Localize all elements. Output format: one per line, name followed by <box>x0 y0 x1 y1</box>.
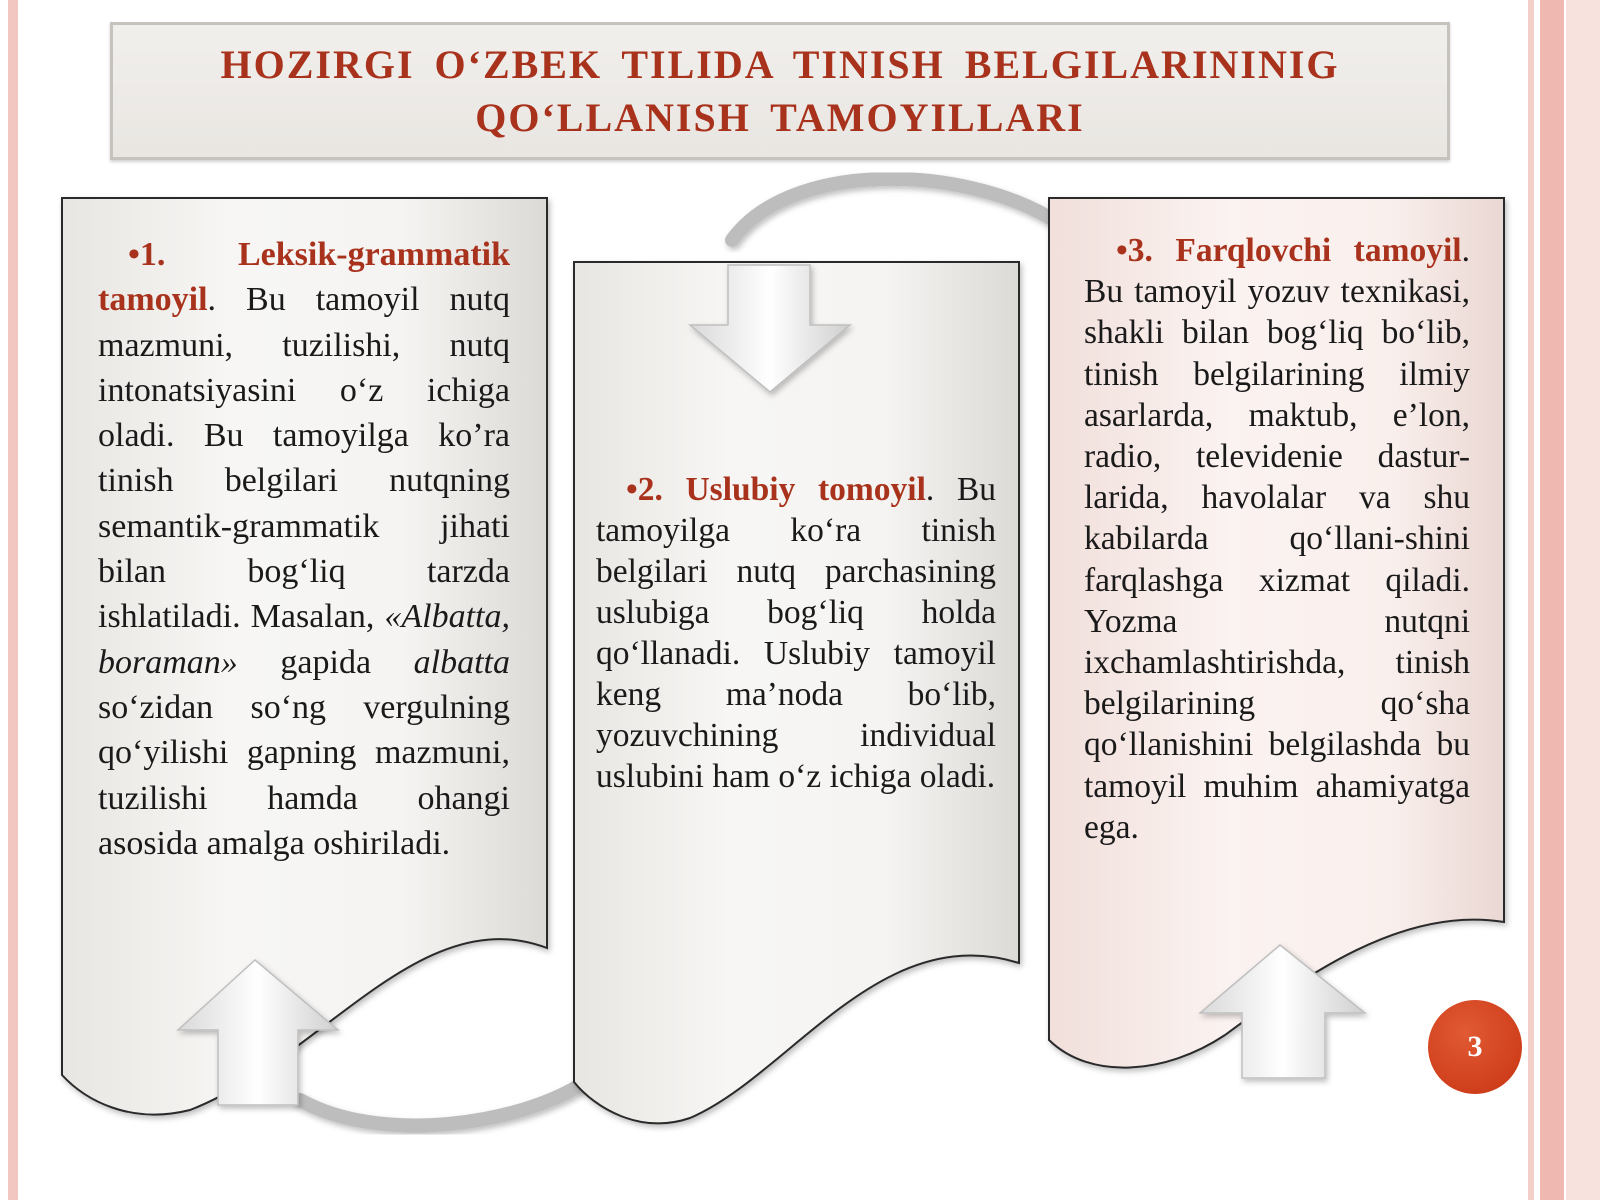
principle-1-example-word: albatta <box>413 643 510 681</box>
principle-3-text <box>1084 230 1470 848</box>
principle-1-text <box>98 232 510 866</box>
principle-2-body: . Bu tamoyilga ko‘ra tinish belgilari nutq parchasining uslubiga bog‘liq holda qo‘llanadi. Uslubiy tamoyil keng ma’noda bo‘lib, yozuvchining individual uslubini ham o‘z ichiga oladi. <box>596 471 996 795</box>
curved-connector-top <box>732 179 1050 240</box>
principle-1-example-quote: «Albatta, boraman» <box>98 598 510 681</box>
slide-title-line-2: QO‘LLANISH TAMOYILLARI <box>475 95 1085 140</box>
principle-1-body-b: gapida <box>237 643 414 681</box>
principle-1-body-c: so‘zidan so‘ng vergulning qo‘yilishi gapning mazmuni, tuzilishi hamda ohangi asosida amalga oshiriladi. <box>98 688 510 862</box>
principle-3-body: . Bu tamoyil yozuv texnikasi, shakli bilan bog‘liq bo‘lib, tinish belgilarining ilmiy asarlarda, maktub, e’lon, radio, televidenie dastur-larida, havolalar va shu kabilarda qo‘llani-shini farqlashga xizmat qiladi. Yozma nutqni ixchamlashtirishda, tinish belgilarining qo‘sha qo‘llanishini belgilashda bu tamoyil muhim ahamiyatga ega. <box>1084 232 1470 846</box>
principle-1-heading: •1. Leksik-grammatik tamoyil <box>98 236 510 319</box>
principle-2-text <box>596 469 996 797</box>
slide-title-line-1: HOZIRGI O‘ZBEK TILIDA TINISH BELGILARININIG <box>220 42 1340 87</box>
page-number-badge: 3 <box>1428 1000 1522 1094</box>
principle-3-heading: •3. Farqlovchi tamoyil <box>1116 232 1462 269</box>
curved-connector-bottom <box>300 1082 585 1125</box>
principle-1-body-a: . Bu tamoyil nutq mazmuni, tuzilishi, nutq intonatsiyasini o‘z ichiga oladi. Bu tamoyilga ko’ra tinish belgilari nutqning semantik-grammatik jihati bilan bog‘liq tarzda ishlatiladi. Masalan, <box>98 281 510 636</box>
principle-2-heading: •2. Uslubiy tomoyil <box>626 471 926 508</box>
